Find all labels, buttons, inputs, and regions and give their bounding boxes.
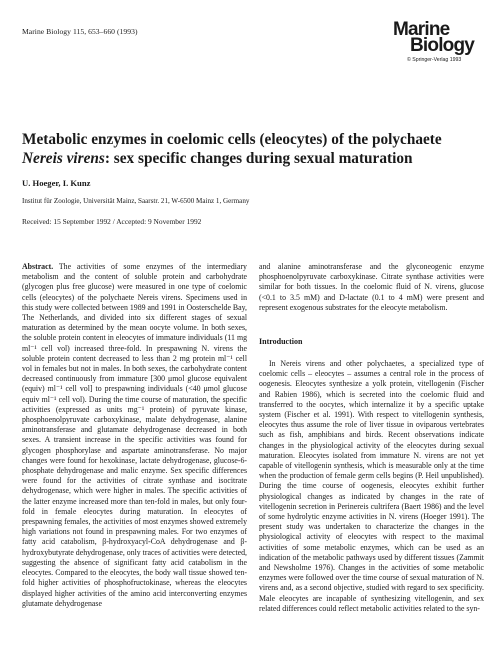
logo-word-marine: Marine bbox=[393, 19, 450, 40]
introduction-column bbox=[259, 359, 484, 614]
abstract-text: The activities of some enzymes of the intermediary metabolism and the content of soluble protein and carbohydrate (glycogen plus free glucose) were measured in one type of coelomic cells (eleocytes) of the polychaete Nereis virens. Specimens used in this study were collected between 1989 and 1991 in Oosterschelde Bay, The Netherlands, and divided into six different stages of sexual maturation as determined by the mean oocyte volume. In both sexes, the soluble protein content in eleocytes of immature individuals (11 mg ml⁻¹ cell vol) increased three-fold. In prespawning N. virens the soluble protein content decreased to less than 2 mg protein ml⁻¹ cell vol in females but not in males. In both sexes, the carbohydrate content decreased continuously from immature [300 μmol glucose equivalent (equiv) ml⁻¹ cell vol] to prespawning individuals (<40 μmol glucose equiv ml⁻¹ cell vol). During the time course of maturation, the specific activities (expressed as units mg⁻¹ protein) of pyruvate kinase, phosphoenolpyruvate carboxykinase, malate dehydrogenase, alanine aminotransferase and glutamate dehydrogenase decreased in both sexes. A transient increase in the specific activities was found for glycogen phosphorylase and aspartate aminotransferase. No major changes were found for hexokinase, lactate dehydrogenase, glucose-6-phosphate dehydrogenase and malic enzyme. Sex specific differences were found for the activities of citrate synthase and isocitrate dehydrogenase, which were higher in males. The specific activities of the latter enzyme increased more than ten-fold in males, but only four-fold in female eleocytes during maturation. In eleocytes of prespawning females, the activities of most enzymes showed extremely high variations not found in prespawning males. For two enzymes of fatty acid catabolism, β-hydroxyacyl-CoA dehydrogenase and β-hydroxybutyrate dehydrogenase, only traces of activities were detected, suggesting the absence of significant fatty acid catabolism in the eleocytes. Compared to the eleocytes, the body wall tissue showed ten-fold higher activities of phosphofructokinase, whereas the eleocytes displayed higher activities of the amino acid interconverting enzymes glutamate dehydrogenase bbox=[22, 262, 247, 608]
abstract-continuation-text: and alanine aminotransferase and the glyconeogenic enzyme phosphoenolpyruvate carboxykinase. Citrate synthase activities were similar for both tissues. In the coelomic fluid of N. virens, glucose (<0.1 to 3.5 mM) and D-lactate (0.1 to 4 mM) were present and represent exogenous substrates for the eleocyte metabolism. bbox=[259, 262, 484, 312]
journal-citation: Marine Biology 115, 653–660 (1993) bbox=[22, 27, 138, 36]
title-species: Nereis virens bbox=[22, 149, 105, 167]
title-line-1: Metabolic enzymes in coelomic cells (eleocytes) of the polychaete bbox=[22, 131, 442, 148]
logo-copyright: © Springer-Verlag 1993 bbox=[407, 57, 462, 63]
journal-logo bbox=[393, 21, 475, 63]
affiliation: Institut für Zoologie, Universität Mainz, Saarstr. 21, W-6500 Mainz 1, Germany bbox=[22, 197, 250, 205]
introduction-text: In Nereis virens and other polychaetes, a specialized type of coelomic cells – eleocytes – assumes a central role in the process of oogenesis. Eleocytes synthesize a yolk protein, vitellogenin (Fischer and Rabien 1986), which is secreted into the coelomic fluid and transferred to the oocytes, which internalize it by a specific uptake system (Fischer et al. 1991). With respect to vitellogenin synthesis, eleocytes thus assume the role of liver tissue in oviparous vertebrates such as fish, amphibians and birds. Recent observations indicate changes in the physiological activity of the eleocytes during sexual maturation. Eleocytes isolated from immature N. virens are not yet capable of vitellogenin synthesis, which is measurable only at the time when the production of female germ cells begins (P. Heil unpublished). During the time course of oogenesis, eleocytes exhibit further physiological changes as indicated by changes in the rate of vitellogenin secretion in Perinereis cultrifera (Baert 1986) and the level of some hydrolytic enzyme activities in N. virens (Hoeger 1991). The present study was undertaken to characterize the changes in the physiological activity of eleocytes with respect to the maximal activities of some metabolic enzymes, which can be used as an indication of the metabolic pathways used by different tissues (Zammit and Newsholme 1976). Changes in the activities of some metabolic enzymes were followed over the time course of sexual maturation of N. virens and, as a second objective, studied with regard to sex specificity. Male eleocytes are incapable of synthesizing vitellogenin, and sex related differences could reflect metabolic activities related to the syn- bbox=[259, 359, 484, 613]
received-accepted-dates: Received: 15 September 1992 / Accepted: 9 November 1992 bbox=[22, 217, 202, 226]
authors: U. Hoeger, I. Kunz bbox=[22, 178, 91, 188]
abstract-label: Abstract. bbox=[22, 262, 54, 271]
introduction-heading: Introduction bbox=[259, 337, 303, 346]
abstract-continuation bbox=[259, 262, 484, 313]
abstract-column bbox=[22, 262, 247, 609]
article-title bbox=[22, 131, 482, 168]
logo-word-biology: Biology bbox=[410, 35, 475, 56]
title-line-2: : sex specific changes during sexual maturation bbox=[104, 149, 413, 167]
